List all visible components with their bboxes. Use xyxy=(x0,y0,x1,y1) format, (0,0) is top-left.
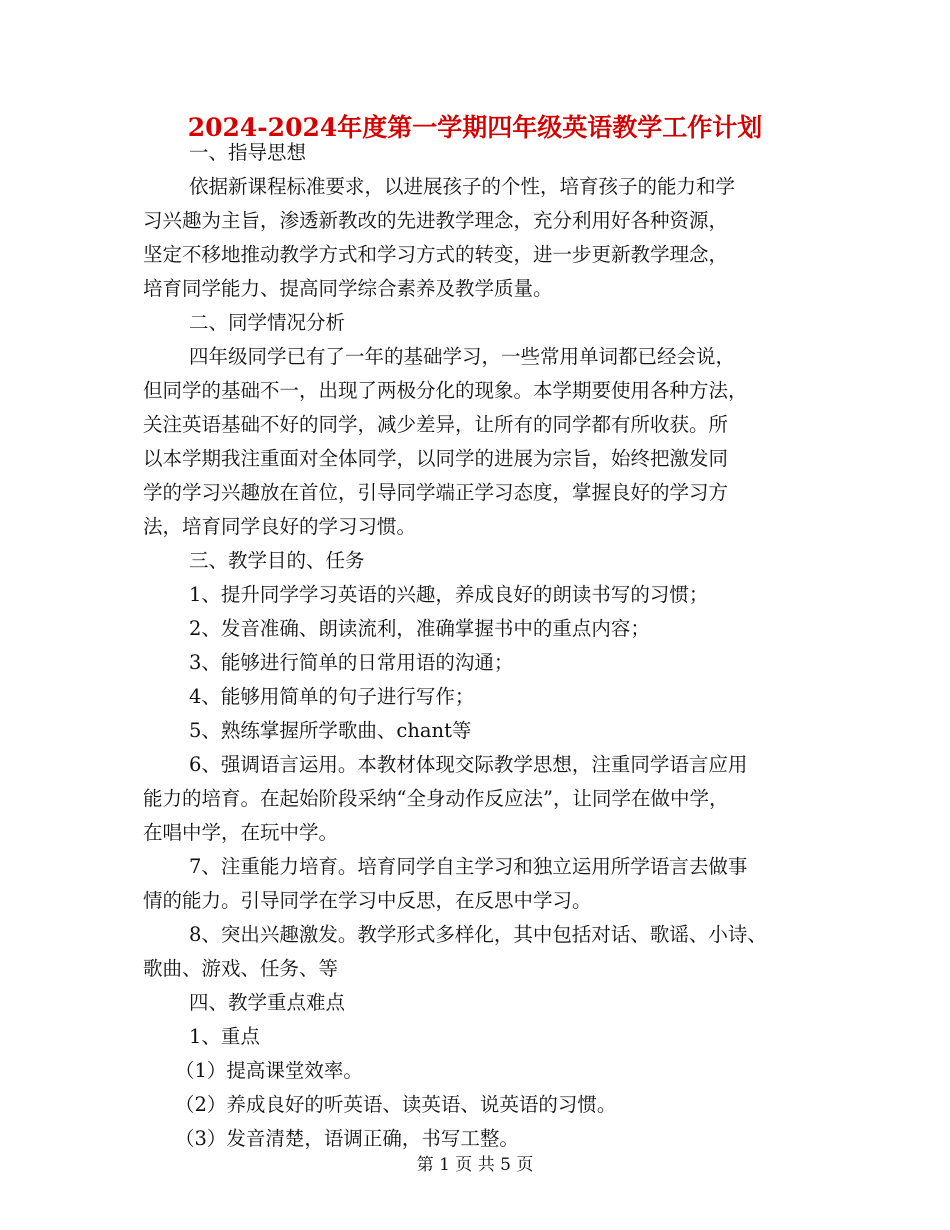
list-item: 1、提升同学学习英语的兴趣，养成良好的朗读书写的习惯； xyxy=(189,583,709,606)
paragraph-line: 依据新课程标准要求，以进展孩子的个性，培育孩子的能力和学 xyxy=(189,175,736,198)
list-item: 3、能够进行简单的日常用语的沟通； xyxy=(189,651,514,674)
list-item: 8、突出兴趣激发。教学形式多样化，其中包括对话、歌谣、小诗、 xyxy=(189,923,767,946)
paragraph-line: 歌曲、游戏、任务、等 xyxy=(143,957,339,980)
paragraph-line: 学的学习兴趣放在首位，引导同学端正学习态度，掌握良好的学习方 xyxy=(143,481,729,504)
paragraph-line: 能力的培育。在起始阶段采纳“全身动作反应法”，让同学在做中学， xyxy=(143,787,729,810)
paragraph-line: 四年级同学已有了一年的基础学习，一些常用单词都已经会说， xyxy=(189,345,736,368)
paragraph-line: 但同学的基础不一，出现了两极分化的现象。本学期要使用各种方法， xyxy=(143,379,748,402)
list-item: 6、强调语言运用。本教材体现交际教学思想，注重同学语言应用 xyxy=(189,753,748,776)
list-item: （2）养成良好的听英语、读英语、说英语的习惯。 xyxy=(175,1093,617,1116)
list-item: 2、发音准确、朗读流利，准确掌握书中的重点内容； xyxy=(189,617,650,640)
paragraph-line: 习兴趣为主旨，渗透新教改的先进教学理念，充分利用好各种资源， xyxy=(143,209,729,232)
list-item: 7、注重能力培育。培育同学自主学习和独立运用所学语言去做事 xyxy=(189,855,748,878)
list-item: （3）发音清楚，语调正确，书写工整。 xyxy=(175,1127,519,1150)
paragraph-line: 在唱中学，在玩中学。 xyxy=(143,821,339,844)
document-body xyxy=(143,136,823,1156)
section-heading-guiding-thought: 一、指导思想 xyxy=(189,141,307,164)
list-item: （1）提高课堂效率。 xyxy=(175,1059,363,1082)
document-title: 2024-2024年度第一学期四年级英语教学工作计划 xyxy=(187,113,763,142)
subsection-heading: 1、重点 xyxy=(189,1025,260,1048)
paragraph-line: 培育同学能力、提高同学综合素养及教学质量。 xyxy=(143,277,553,300)
paragraph-line: 情的能力。引导同学在学习中反思，在反思中学习。 xyxy=(143,889,592,912)
paragraph-line: 关注英语基础不好的同学，减少差异，让所有的同学都有所收获。所 xyxy=(143,413,729,436)
section-heading-teaching-goals: 三、教学目的、任务 xyxy=(189,549,365,572)
list-item: 5、熟练掌握所学歌曲、chant等 xyxy=(189,719,472,742)
list-item: 4、能够用简单的句子进行写作； xyxy=(189,685,475,708)
section-heading-key-points: 四、教学重点难点 xyxy=(189,991,346,1014)
page-footer: 第 1 页 共 5 页 xyxy=(416,1155,534,1175)
paragraph-line: 法，培育同学良好的学习习惯。 xyxy=(143,515,417,538)
paragraph-line: 坚定不移地推动教学方式和学习方式的转变，进一步更新教学理念， xyxy=(143,243,729,266)
paragraph-line: 以本学期我注重面对全体同学，以同学的进展为宗旨，始终把激发同 xyxy=(143,447,729,470)
section-heading-student-analysis: 二、同学情况分析 xyxy=(189,311,346,334)
